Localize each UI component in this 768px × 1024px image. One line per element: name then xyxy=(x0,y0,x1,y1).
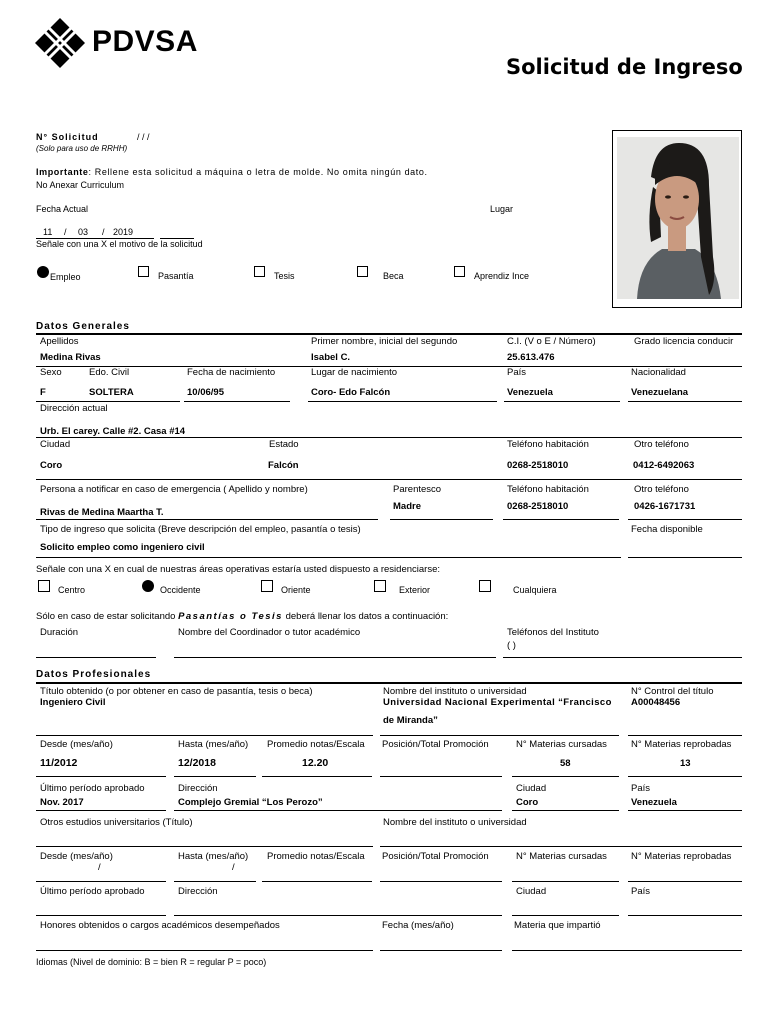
row-rule xyxy=(380,846,742,847)
telefonos-instituto-parens: ( ) xyxy=(507,640,516,651)
lugar-nac-label: Lugar de nacimiento xyxy=(311,367,398,378)
row-rule xyxy=(174,657,496,658)
promedio-label: Promedio notas/Escala xyxy=(267,739,365,750)
row-rule xyxy=(174,881,256,882)
datos-profesionales-rule xyxy=(36,682,742,684)
datos-generales-rule xyxy=(36,333,742,335)
solicitud-number-slashes: / / / xyxy=(137,132,150,142)
row-rule xyxy=(628,776,742,777)
row-rule xyxy=(184,401,290,402)
row-rule xyxy=(628,401,742,402)
importante-label: Importante xyxy=(36,167,89,177)
ciudad-value[interactable]: Coro xyxy=(40,460,63,471)
otros-reprobadas-label: N° Materias reprobadas xyxy=(631,851,732,862)
otros-hasta-slash: / xyxy=(232,862,235,873)
prof-direccion-label: Dirección xyxy=(178,783,218,794)
fecha-day[interactable]: 11 xyxy=(43,227,53,237)
motivo-empleo-label: Empleo xyxy=(50,272,81,282)
row-rule xyxy=(36,776,166,777)
row-rule xyxy=(390,519,493,520)
row-rule xyxy=(174,915,502,916)
otro-tel-label: Otro teléfono xyxy=(634,439,689,450)
tel-hab-value[interactable]: 0268-2518010 xyxy=(507,460,569,471)
pasantia-intro xyxy=(36,611,448,622)
direccion-value[interactable]: Urb. El carey. Calle #2. Casa #14 xyxy=(40,426,186,437)
row-rule xyxy=(512,881,619,882)
importante-text: : Rellene esta solicitud a máquina o letra de molde. No omita ningún dato. xyxy=(88,167,428,177)
fecha-disp-label: Fecha disponible xyxy=(631,524,703,535)
nombre-value[interactable]: Isabel C. xyxy=(311,352,351,363)
area-occidente-radio[interactable] xyxy=(142,580,154,592)
row-rule xyxy=(36,881,166,882)
nacionalidad-value[interactable]: Venezuelana xyxy=(631,387,689,398)
pais-label: País xyxy=(507,367,527,378)
row-rule xyxy=(503,519,619,520)
datos-generales-title: Datos Generales xyxy=(36,321,130,332)
otros-ciudad-label: Ciudad xyxy=(516,886,547,897)
sexo-label: Sexo xyxy=(40,367,62,378)
row-rule xyxy=(380,735,619,736)
fecha-actual-label: Fecha Actual xyxy=(36,204,89,214)
row-rule xyxy=(628,519,742,520)
row-rule xyxy=(512,810,619,811)
otros-direccion-label: Dirección xyxy=(178,886,218,897)
row-rule xyxy=(512,915,619,916)
row-rule xyxy=(36,810,166,811)
nacionalidad-label: Nacionalidad xyxy=(631,367,686,378)
honores-label: Honores obtenidos o cargos académicos desempeñados xyxy=(40,920,280,931)
estado-value[interactable]: Falcón xyxy=(268,460,299,471)
emergencia-value[interactable]: Rivas de Medina Maartha T. xyxy=(40,507,164,518)
row-rule xyxy=(504,401,620,402)
fecha-year[interactable]: 2019 xyxy=(113,227,134,237)
prof-direccion-value[interactable]: Complejo Gremial “Los Perozo” xyxy=(178,797,323,808)
row-rule xyxy=(308,401,497,402)
parentesco-value[interactable]: Madre xyxy=(393,501,421,512)
motivo-pasantia-checkbox[interactable] xyxy=(138,266,149,277)
grado-licencia-label: Grado licencia conducir xyxy=(634,336,734,347)
motivo-tesis-label: Tesis xyxy=(274,271,295,281)
row-rule xyxy=(262,776,372,777)
posicion-label: Posición/Total Promoción xyxy=(382,739,489,750)
fecha-sep-1: / xyxy=(64,227,67,237)
area-exterior-checkbox[interactable] xyxy=(374,580,386,592)
ultimo-label: Último período aprobado xyxy=(40,783,145,794)
otros-posicion-label: Posición/Total Promoción xyxy=(382,851,489,862)
pasantia-intro-bold: Pasantías o Tesis xyxy=(178,611,283,622)
motivo-aprendiz-checkbox[interactable] xyxy=(454,266,465,277)
instituto-value-line2[interactable]: de Miranda” xyxy=(383,715,438,726)
row-rule xyxy=(36,479,742,480)
row-rule xyxy=(36,519,378,520)
instituto-value-line1[interactable]: Universidad Nacional Experimental “Francisco xyxy=(383,697,612,708)
civil-value[interactable]: SOLTERA xyxy=(89,387,134,398)
row-rule xyxy=(628,557,742,558)
row-rule xyxy=(380,950,502,951)
pais-value[interactable]: Venezuela xyxy=(507,387,553,398)
em-otro-tel-label: Otro teléfono xyxy=(634,484,689,495)
instituto-label: Nombre del instituto o universidad xyxy=(383,686,527,697)
row-rule xyxy=(174,810,502,811)
row-rule xyxy=(174,776,256,777)
control-label: N° Control del título xyxy=(631,686,714,697)
motivo-pasantia-label: Pasantía xyxy=(158,271,194,281)
solicitud-number-label: N° Solicitud xyxy=(36,132,99,142)
motivo-beca-label: Beca xyxy=(383,271,404,281)
em-tel-hab-label: Teléfono habitación xyxy=(507,484,589,495)
row-rule xyxy=(628,810,742,811)
otros-instituto-label: Nombre del instituto o universidad xyxy=(383,817,527,828)
lugar-label: Lugar xyxy=(490,204,514,214)
parentesco-label: Parentesco xyxy=(393,484,442,495)
hasta-value[interactable]: 12/2018 xyxy=(178,757,216,769)
tipo-ingreso-value[interactable]: Solicito empleo como ingeniero civil xyxy=(40,542,205,553)
importante-notice xyxy=(36,167,428,177)
ci-value[interactable]: 25.613.476 xyxy=(507,352,555,363)
idiomas-label: Idiomas (Nivel de dominio: B = bien R = regular P = poco) xyxy=(36,957,267,967)
nombre-label: Primer nombre, inicial del segundo xyxy=(311,336,458,347)
otros-hasta-label: Hasta (mes/año) xyxy=(178,851,249,862)
materia-impartio-label: Materia que impartió xyxy=(514,920,601,931)
row-rule xyxy=(380,776,502,777)
row-rule xyxy=(628,735,742,736)
fecha-month[interactable]: 03 xyxy=(78,227,89,237)
motivo-empleo-radio[interactable] xyxy=(37,266,49,278)
em-otro-tel-value[interactable]: 0426-1671731 xyxy=(634,501,696,512)
otros-desde-label: Desde (mes/año) xyxy=(40,851,113,862)
pasantia-intro-post: deberá llenar los datos a continuación: xyxy=(282,611,449,622)
prof-ciudad-value[interactable]: Coro xyxy=(516,797,539,808)
titulo-value[interactable]: Ingeniero Civil xyxy=(40,697,106,708)
row-rule xyxy=(36,437,742,438)
area-oriente-checkbox[interactable] xyxy=(261,580,273,592)
duracion-label: Duración xyxy=(40,627,79,638)
coordinador-label: Nombre del Coordinador o tutor académico xyxy=(178,627,361,638)
promedio-value[interactable]: 12.20 xyxy=(302,757,329,769)
otros-materias-label: N° Materias cursadas xyxy=(516,851,607,862)
otros-promedio-label: Promedio notas/Escala xyxy=(267,851,365,862)
hasta-label: Hasta (mes/año) xyxy=(178,739,249,750)
row-rule xyxy=(36,950,373,951)
datos-profesionales-title: Datos Profesionales xyxy=(36,669,152,680)
fecha-sep-2: / xyxy=(102,227,105,237)
ciudad-label: Ciudad xyxy=(40,439,71,450)
ci-label: C.I. (V o E / Número) xyxy=(507,336,596,347)
row-rule xyxy=(36,401,180,402)
ultimo-value[interactable]: Nov. 2017 xyxy=(40,797,84,808)
document-title: Solicitud de Ingreso xyxy=(506,55,743,79)
row-rule xyxy=(380,881,502,882)
reprobadas-label: N° Materias reprobadas xyxy=(631,739,732,750)
desde-value[interactable]: 11/2012 xyxy=(40,757,78,769)
telefonos-instituto-label: Teléfonos del Instituto xyxy=(507,627,599,638)
row-rule xyxy=(36,915,166,916)
motivo-tesis-checkbox[interactable] xyxy=(254,266,265,277)
row-rule xyxy=(36,846,373,847)
prof-ciudad-label: Ciudad xyxy=(516,783,547,794)
area-cualquiera-checkbox[interactable] xyxy=(479,580,491,592)
row-rule xyxy=(36,735,373,736)
apellidos-label: Apellidos xyxy=(40,336,79,347)
areas-label: Señale con una X en cual de nuestras áreas operativas estaría usted dispuesto a residenciarse: xyxy=(36,564,441,575)
otros-ultimo-label: Último período aprobado xyxy=(40,886,145,897)
pasantia-intro-pre: Sólo en caso de estar solicitando xyxy=(36,611,179,622)
sexo-value[interactable]: F xyxy=(40,387,46,398)
applicant-portrait-icon xyxy=(617,137,739,299)
row-rule xyxy=(512,950,742,951)
area-occidente-label: Occidente xyxy=(160,585,201,595)
emergencia-label: Persona a notificar en caso de emergencia ( Apellido y nombre) xyxy=(40,484,308,495)
row-rule xyxy=(503,657,742,658)
otros-pais-label: País xyxy=(631,886,651,897)
motivo-beca-checkbox[interactable] xyxy=(357,266,368,277)
pdvsa-logo-icon xyxy=(35,18,85,68)
no-anexar-note: No Anexar Curriculum xyxy=(36,180,125,190)
direccion-label: Dirección actual xyxy=(40,403,108,414)
honores-fecha-label: Fecha (mes/año) xyxy=(382,920,454,931)
lugar-nac-value[interactable]: Coro- Edo Falcón xyxy=(311,387,391,398)
row-rule xyxy=(262,881,372,882)
row-rule xyxy=(36,657,156,658)
otros-desde-slash: / xyxy=(98,862,101,873)
motivo-aprendiz-label: Aprendiz Ince xyxy=(474,271,530,281)
nacimiento-label: Fecha de nacimiento xyxy=(187,367,276,378)
area-oriente-label: Oriente xyxy=(281,585,311,595)
area-cualquiera-label: Cualquiera xyxy=(513,585,557,595)
applicant-photo xyxy=(612,130,742,308)
area-centro-label: Centro xyxy=(58,585,86,595)
row-rule xyxy=(512,776,619,777)
reprobadas-value[interactable]: 13 xyxy=(680,758,691,769)
apellidos-value[interactable]: Medina Rivas xyxy=(40,352,101,363)
prof-pais-value[interactable]: Venezuela xyxy=(631,797,677,808)
row-rule xyxy=(628,881,742,882)
area-exterior-label: Exterior xyxy=(399,585,431,595)
otros-estudios-label: Otros estudios universitarios (Título) xyxy=(40,817,193,828)
otro-tel-value[interactable]: 0412-6492063 xyxy=(633,460,695,471)
motivo-label: Señale con una X el motivo de la solicitud xyxy=(36,239,203,249)
materias-value[interactable]: 58 xyxy=(560,758,571,769)
em-tel-hab-value[interactable]: 0268-2518010 xyxy=(507,501,569,512)
estado-label: Estado xyxy=(269,439,299,450)
control-value[interactable]: A00048456 xyxy=(631,697,681,708)
brand-name: PDVSA xyxy=(92,25,198,58)
civil-label: Edo. Civil xyxy=(89,367,130,378)
prof-pais-label: País xyxy=(631,783,651,794)
area-centro-checkbox[interactable] xyxy=(38,580,50,592)
row-rule xyxy=(628,915,742,916)
tel-hab-label: Teléfono habitación xyxy=(507,439,589,450)
row-rule xyxy=(36,557,621,558)
solicitud-note: (Solo para uso de RRHH) xyxy=(36,144,128,153)
materias-label: N° Materias cursadas xyxy=(516,739,607,750)
titulo-label: Título obtenido (o por obtener en caso de pasantía, tesis o beca) xyxy=(40,686,313,697)
desde-label: Desde (mes/año) xyxy=(40,739,113,750)
nacimiento-value[interactable]: 10/06/95 xyxy=(187,387,224,398)
tipo-ingreso-label: Tipo de ingreso que solicita (Breve descripción del empleo, pasantía o tesis) xyxy=(40,524,361,535)
